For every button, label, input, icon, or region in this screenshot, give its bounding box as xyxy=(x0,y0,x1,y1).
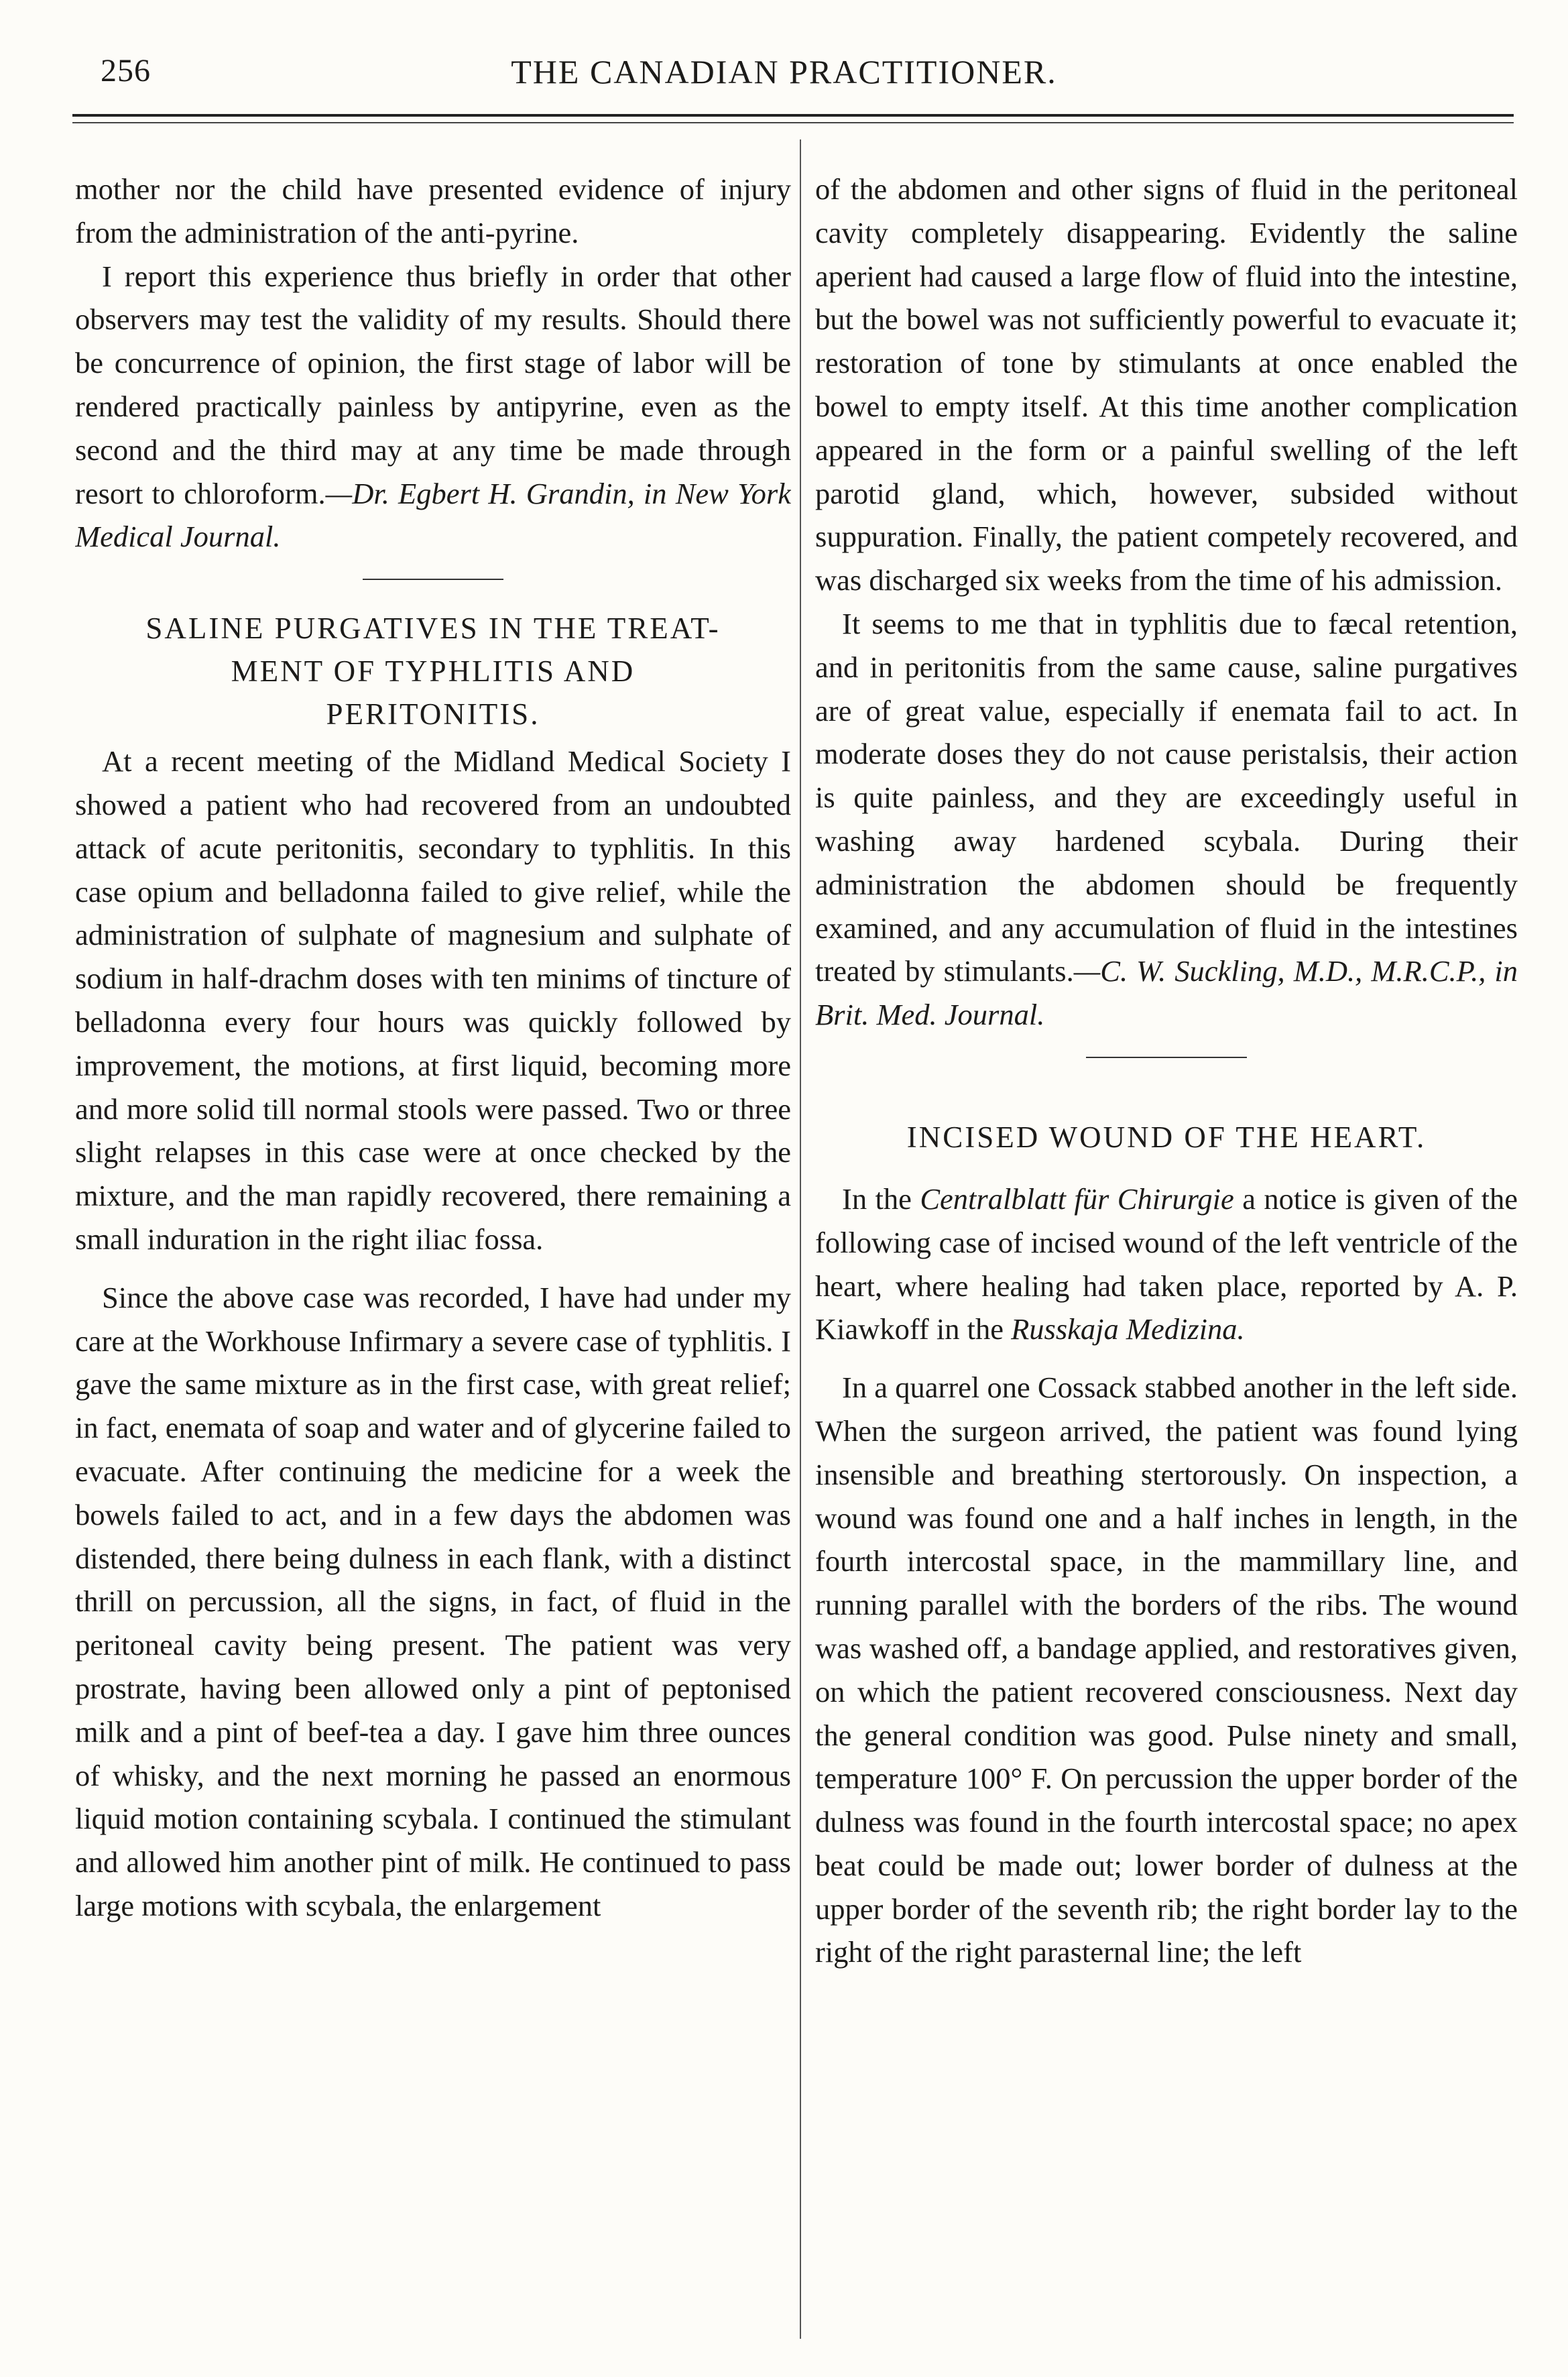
paragraph: of the abdomen and other signs of fluid in the peritoneal cavity completely disappearing. Evidently the saline aperient had caused a large flow of fluid into the intestine, but the bowel was not sufficiently powerful to evacuate it; restoration of tone by stimulants at once enabled the bowel to empty itself. At this time another complication appeared in the form or a painful swelling of the left parotid gland, which, however, subsided without suppuration. Finally, the patient competely recovered, and was discharged six weeks from the time of his admission. xyxy=(815,172,1518,597)
header-rule-thick xyxy=(72,114,1514,117)
paragraph xyxy=(815,1177,1518,1351)
paragraph-text: In the xyxy=(842,1181,920,1216)
paragraph xyxy=(815,602,1518,1037)
paragraph-text: a notice is given of the following case of incised wound of the left ventricle of the heart, where healing had taken place, reported by A. P. Kiawkoff in the xyxy=(815,1181,1518,1346)
section-heading: INCISED WOUND OF THE HEART. xyxy=(906,1120,1427,1154)
paragraph-text: It seems to me that in typhlitis due to fæcal retention, and in peritonitis from the same cause, saline purgatives are of great value, especially if enemata fail to act. In moderate doses they do not cause peristalsis, their action is quite painless, and they are exceedingly useful in washing away hardened scybala. During their administration the abdomen should be frequently examined, and any accumulation of fluid in the intestines treated by stimulants. xyxy=(815,606,1518,988)
signature: —Dr. Egbert H. Grandin, in New York Medical Journal. xyxy=(75,476,791,554)
section-heading xyxy=(75,607,791,736)
column-divider xyxy=(800,139,801,2339)
signature: —C. W. Suckling, M.D., M.R.C.P., in Brit. Med. Journal. xyxy=(815,954,1518,1032)
journal-name: Russkaja Medizina. xyxy=(1011,1312,1245,1346)
section-separator xyxy=(815,1037,1518,1110)
paragraph: At a recent meeting of the Midland Medical Society I showed a patient who had recovered from an undoubted attack of acute peritonitis, secondary to typhlitis. In this case opium and belladonna failed to give relief, while the administration of sulphate of magnesium and sulphate of sodium in half-drachm doses with ten minims of tincture of belladonna every four hours was quickly followed by improvement, the motions, at first liquid, becoming more and more solid till normal stools were passed. Two or three slight relapses in this case were at once checked by the mixture, and the man rapidly recovered, there remaining a small induration in the right iliac fossa. xyxy=(75,744,791,1256)
right-column xyxy=(815,168,1518,2374)
running-title: THE CANADIAN PRACTITIONER. xyxy=(511,53,1057,91)
heading-line: MENT OF TYPHLITIS AND xyxy=(231,654,636,689)
paragraph xyxy=(75,255,791,559)
header-rule-thin xyxy=(72,122,1514,123)
page-number: 256 xyxy=(101,53,151,89)
paragraph: Since the above case was recorded, I have had under my care at the Workhouse Infirmary a severe case of typhlitis. I gave the same mixture as in the first case, with great relief; in fact, enemata of soap and water and of glycerine failed to evacuate. After continuing the medicine for a week the bowels failed to act, and in a few days the abdomen was distended, there being dulness in each flank, with a distinct thrill on percussion, all the signs, in fact, of fluid in the peritoneal cavity being present. The patient was very prostrate, having been allowed only a pint of peptonised milk and a pint of beef-tea a day. I gave him three ounces of whisky, and the next morning he passed an enormous liquid motion containing scybala. I continued the stimulant and allowed him another pint of milk. He continued to pass large motions with scybala, the enlargement xyxy=(75,1280,791,1922)
paragraph: In a quarrel one Cossack stabbed another in the left side. When the surgeon arrived, the patient was found lying insensible and breathing stertorously. On inspection, a wound was found one and a half inches in length, in the fourth intercostal space, in the mammillary line, and running parallel with the borders of the ribs. The wound was washed off, a bandage applied, and restoratives given, on which the patient recovered consciousness. Next day the general condition was good. Pulse ninety and small, temperature 100° F. On percussion the upper border of the dulness was found in the fourth intercostal space; no apex beat could be made out; lower border of dulness at the upper border of the seventh rib; the right border lay to the right of the right parasternal line; the left xyxy=(815,1371,1518,1969)
page-header xyxy=(0,52,1568,93)
paragraph-text: I report this experience thus briefly in order that other observers may test the validity of my results. Should there be concurrence of opinion, the first stage of labor will be rendered practically painless by antipyrine, even as the second and the third may at any time be made through resort to chloroform. xyxy=(75,259,791,510)
section-separator xyxy=(75,559,791,601)
paragraph: mother nor the child have presented evidence of injury from the administration of the anti-pyrine. xyxy=(75,172,791,249)
journal-name: Centralblatt für Chirurgie xyxy=(920,1181,1234,1216)
left-column xyxy=(75,168,791,2374)
heading-line: SALINE PURGATIVES IN THE TREAT- xyxy=(145,612,721,646)
heading-line: PERITONITIS. xyxy=(326,697,540,732)
